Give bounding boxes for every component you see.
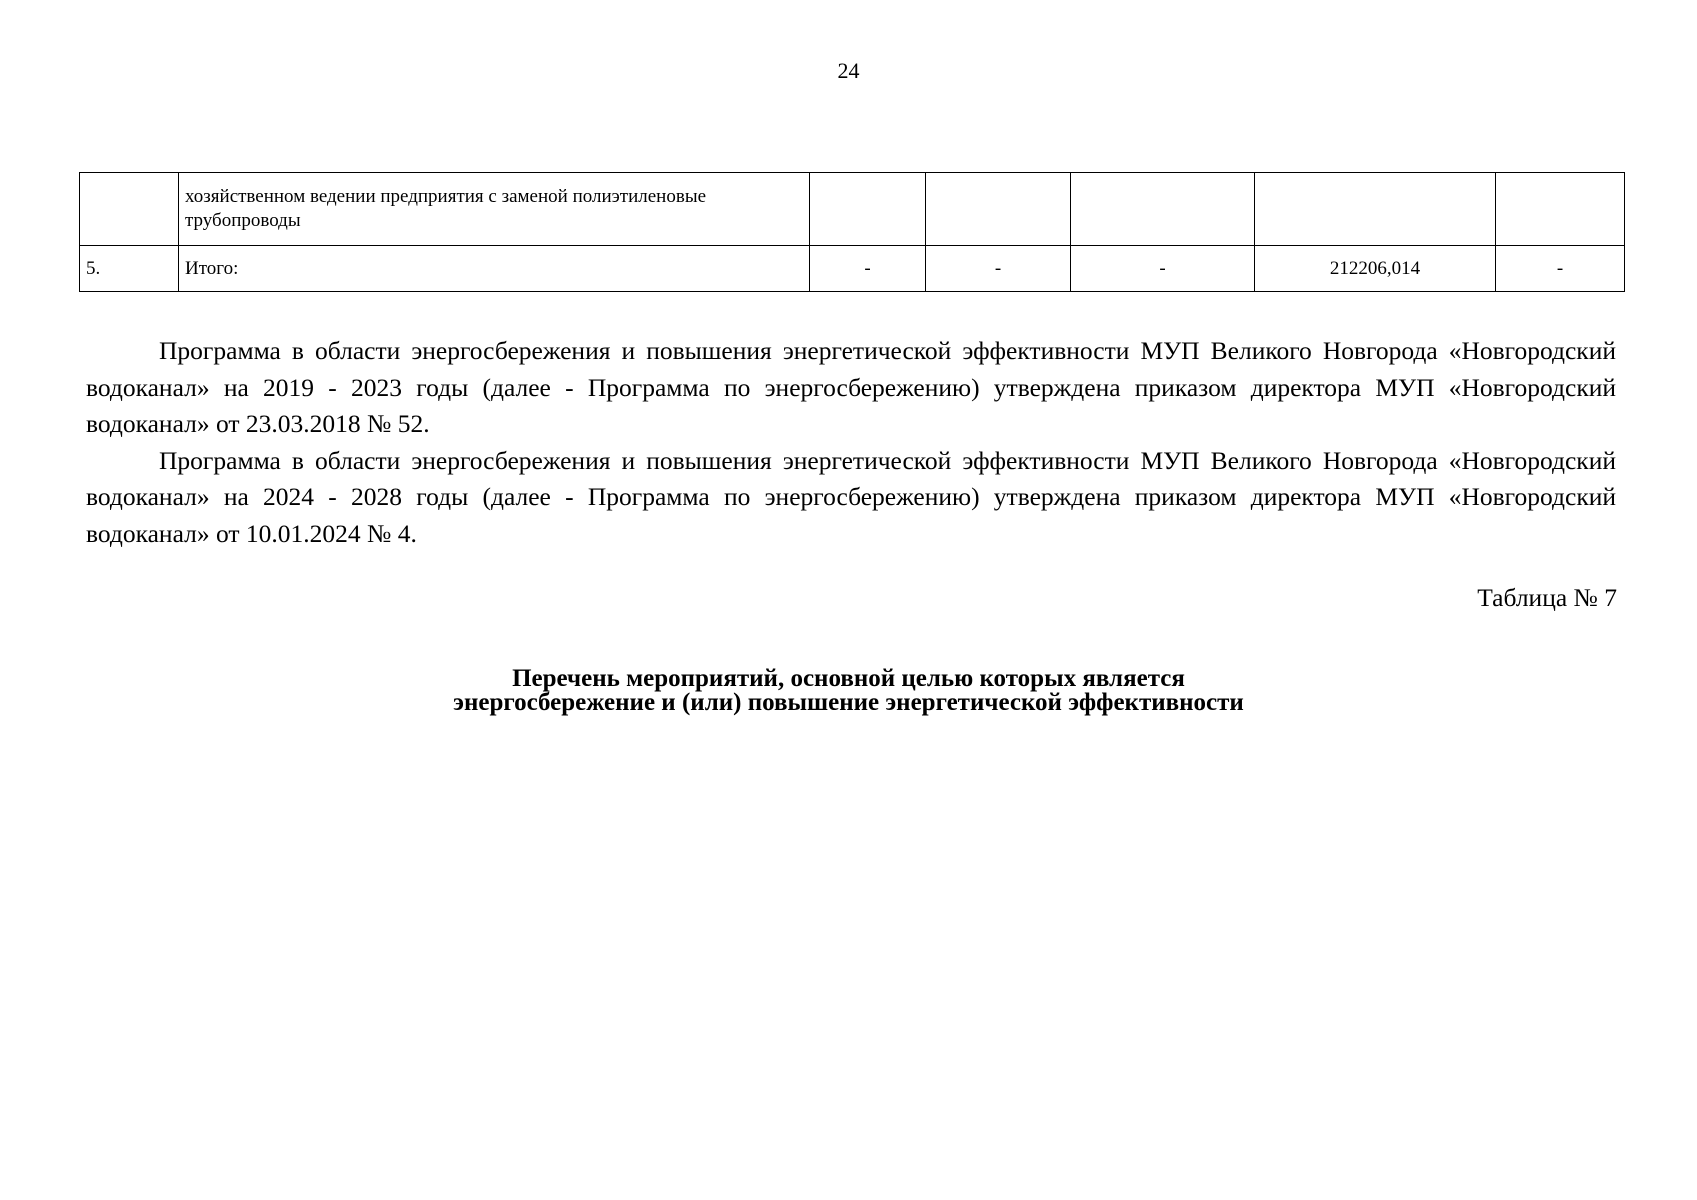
row-value-cell: - [1496,246,1625,292]
continuation-table [79,172,1625,292]
row-value-cell [810,173,926,246]
section-heading [0,667,1697,715]
row-total-value-cell: 212206,014 [1255,246,1496,292]
table-row [80,173,1625,246]
paragraph-program-2019-2023: Программа в области энергосбережения и повышения энергетической эффективности МУП Великого Новгорода «Новгородский водоканал» на 2019 - 2023 годы (далее - Программа по энергосбережению) утверждена приказом директора МУП «Новгородский водоканал» от 23.03.2018 № 52. [86,336,1616,438]
row-value-cell: - [1071,246,1255,292]
row-index-cell [80,173,179,246]
page-number: 24 [837,58,860,83]
row-value-cell [1496,173,1625,246]
row-value-cell [1071,173,1255,246]
body-text [86,333,1616,552]
row-description-cell: хозяйственном ведении предприятия с заменой полиэтиленовые трубопроводы [179,173,810,246]
row-value-cell: - [926,246,1071,292]
table-caption: Таблица № 7 [1477,583,1617,612]
row-value-cell [1255,173,1496,246]
row-description-cell: Итого: [179,246,810,292]
paragraph-program-2024-2028: Программа в области энергосбережения и повышения энергетической эффективности МУП Великого Новгорода «Новгородский водоканал» на 2024 - 2028 годы (далее - Программа по энергосбережению) утверждена приказом директора МУП «Новгородский водоканал» от 10.01.2024 № 4. [86,445,1616,548]
table-row-total [80,246,1625,292]
heading-line: Перечень мероприятий, основной целью которых является [512,665,1185,692]
row-index-cell: 5. [80,246,179,292]
row-value-cell [926,173,1071,246]
heading-line: энергосбережение и (или) повышение энергетической эффективности [453,689,1244,716]
row-value-cell: - [810,246,926,292]
